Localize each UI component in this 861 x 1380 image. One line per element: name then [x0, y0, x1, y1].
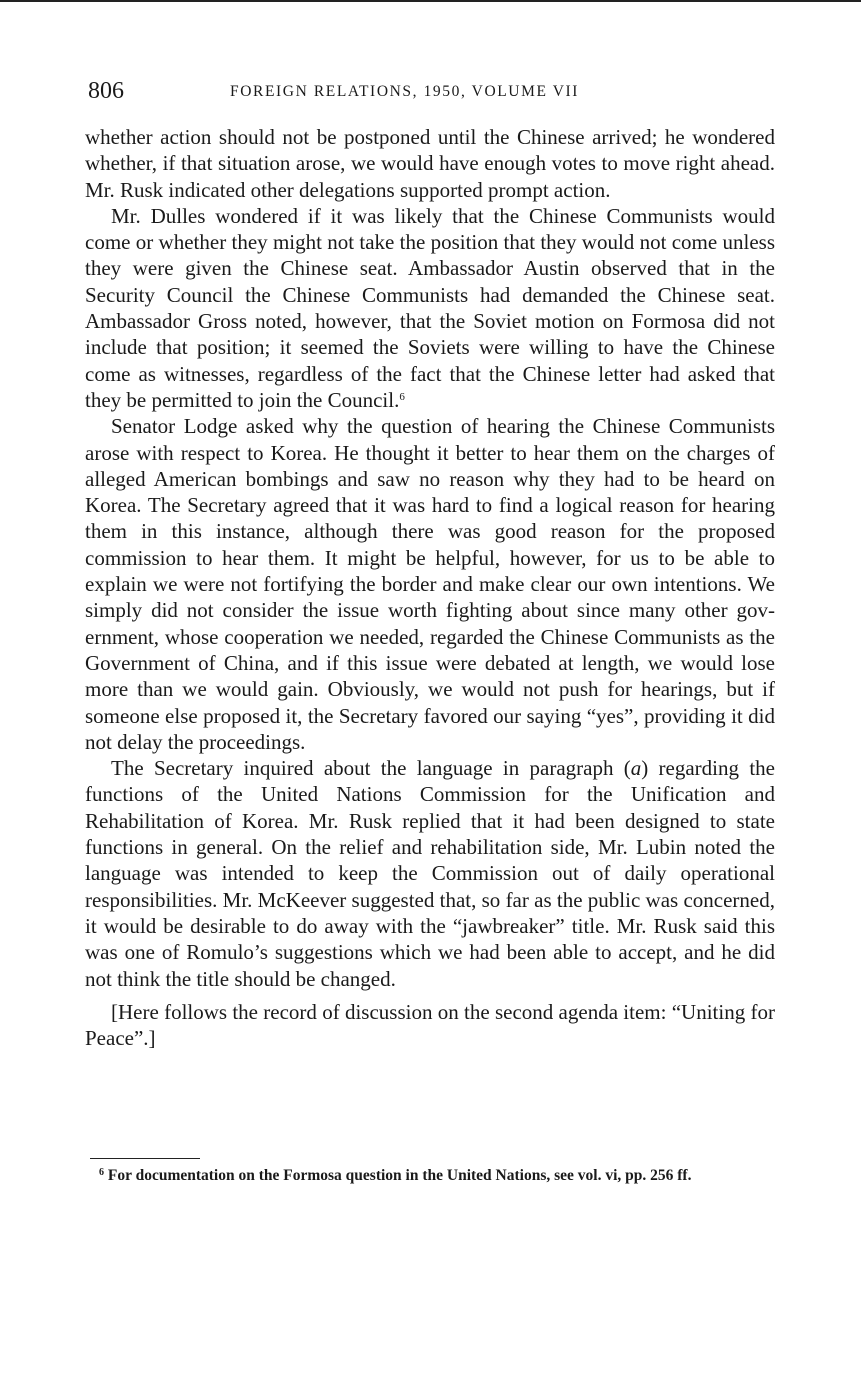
paragraph-secretary — [85, 755, 775, 992]
paragraph-editorial-note — [85, 999, 775, 1052]
paragraph-dulles — [85, 203, 775, 413]
footnote — [85, 1166, 775, 1185]
footnote-reference: 6 — [399, 390, 405, 403]
paragraph-continuation — [85, 124, 775, 203]
paragraph-text-before: The Secretary inquired about the language in paragraph ( — [111, 756, 631, 781]
running-head — [88, 78, 778, 106]
paragraph-text: Mr. Dulles wondered if it was likely that the Chinese Communists would come or whether they might not take the position that they would not come unless they were given the Chinese seat. Ambassador Austin observed that in the Security Council the Chinese Communists had demanded the Chinese seat. Ambassador Gross noted, however, that the Soviet motion on Formosa did not include that position; it seemed the Soviets were willing to have the Chinese come as witnesses, regardless of the fact that the Chinese letter had asked that they be permitted to join the Council. — [85, 203, 775, 412]
page-number: 806 — [88, 78, 124, 104]
paragraph-text: Senator Lodge asked why the question of hearing the Chinese Communists arose with respect to Korea. He thought it better to hear them on the charges of alleged American bombings and saw no reason why they had to be heard on Korea. The Secretary agreed that it was hard to find a logical reason for hearing them in this instance, although there was good reason for the proposed commission to hear them. It might be helpful, however, for us to be able to explain we were not fortifying the border and make clear our own intentions. We simply did not consider the issue worth fighting about since many other government, whose cooperation we needed, regarded the Chinese Communists as the Government of China, and if this issue were debated at length, we would lose more than we would gain. Obviously, we would not push for hearings, but if someone else proposed it, the Secretary favored our saying “yes”, providing it did not delay the proceedings. — [85, 414, 775, 754]
footnote-text: For documentation on the Formosa question in the United Nations, see vol. vi, pp. 256 ff. — [107, 1167, 692, 1184]
body-text — [85, 124, 775, 1051]
footnote-divider — [90, 1158, 200, 1159]
paragraph-text: [Here follows the record of discussion on the second agenda item: “Uniting for Peace”.] — [85, 999, 775, 1051]
footnote-marker: 6 — [99, 1167, 104, 1178]
paragraph-text-after: ) regarding the functions of the United Nations Commission for the Unification and Rehabilitation of Korea. Mr. Rusk replied that it had been designed to state functions in general. On the relief and rehabilitation side, Mr. Lubin noted the language was intended to keep the Commission out of daily operational responsibilities. Mr. McKeever suggested that, so far as the public was concerned, it would be desirable to do away with the “jawbreaker” title. Mr. Rusk said this was one of Romulo’s suggestions which we had been able to accept, and he did not think the title should be changed. — [85, 756, 775, 991]
paragraph-text: whether action should not be postponed until the Chinese arrived; he wondered whether, if that situation arose, we would have enough votes to move right ahead. Mr. Rusk indicated other delegations supported prompt action. — [85, 125, 775, 202]
running-title: FOREIGN RELATIONS, 1950, VOLUME VII — [230, 83, 580, 100]
paragraph-lodge — [85, 413, 775, 755]
paragraph-italic-letter: a — [630, 756, 642, 781]
